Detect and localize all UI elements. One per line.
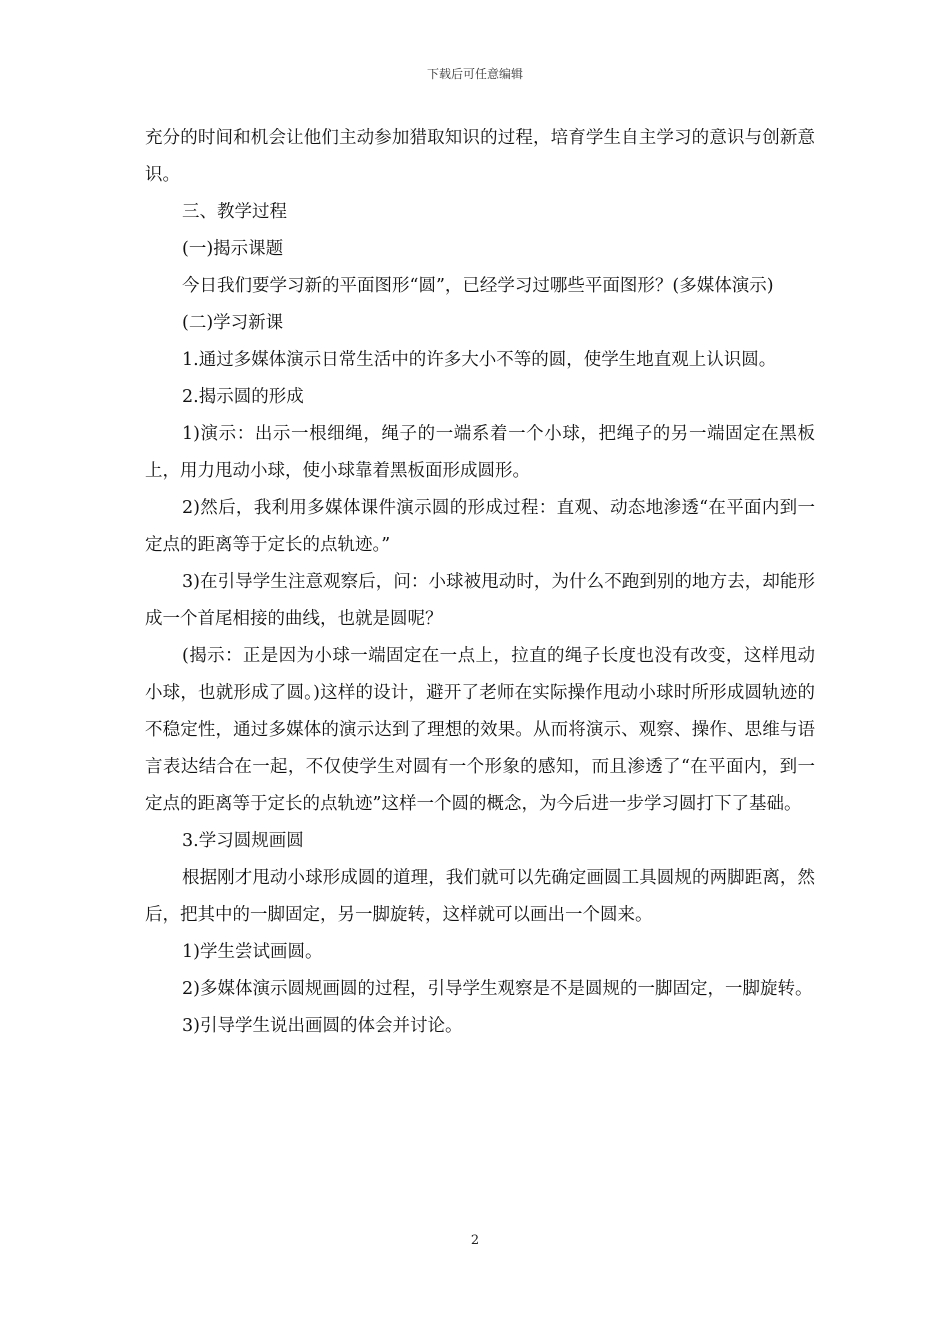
paragraph-step-3-2: 2)多媒体演示圆规画圆的过程，引导学生观察是不是圆规的一脚固定，一脚旋转。 — [182, 979, 813, 999]
paragraph-step-2-2: 2)然后，我利用多媒体课件演示圆的形成过程：直观、动态地渗透“在平面内到一定点的距离等于定长的点轨迹。” — [145, 498, 815, 555]
section-heading-teaching-process: 三、教学过程 — [182, 202, 287, 222]
paragraph-compass-principle: 根据刚才甩动小球形成圆的道理，我们就可以先确定画圆工具圆规的两脚距离，然后，把其中的一脚固定，另一脚旋转，这样就可以画出一个圆来。 — [145, 868, 815, 925]
paragraph-reveal-explanation: (揭示：正是因为小球一端固定在一点上，拉直的绳子长度也没有改变，这样甩动小球，也就形成了圆。)这样的设计，避开了老师在实际操作甩动小球时所形成圆轨迹的不稳定性，通过多媒体的演示达到了理想的效果。从而将演示、观察、操作、思维与语言表达结合在一起，不仅使学生对圆有一个形象的感知，而且渗透了“在平面内，到一定点的距离等于定长的点轨迹”这样一个圆的概念，为今后进一步学习圆打下了基础。 — [145, 646, 815, 814]
subheading-new-lesson: (二)学习新课 — [182, 313, 284, 333]
page-header: 下载后可任意编辑 — [426, 67, 523, 81]
paragraph-step-2-1: 1)演示：出示一根细绳，绳子的一端系着一个小球，把绳子的另一端固定在黑板上，用力甩动小球，使小球靠着黑板面形成圆形。 — [145, 424, 815, 481]
paragraph-step-1: 1.通过多媒体演示日常生活中的许多大小不等的圆，使学生地直观上认识圆。 — [182, 350, 777, 370]
paragraph-intro-question: 今日我们要学习新的平面图形“圆”，已经学习过哪些平面图形？(多媒体演示) — [182, 276, 774, 296]
paragraph-1: 充分的时间和机会让他们主动参加猎取知识的过程，培育学生自主学习的意识与创新意识。 — [145, 128, 815, 185]
paragraph-step-3-heading: 3.学习圆规画圆 — [182, 831, 304, 851]
subheading-reveal-topic: (一)揭示课题 — [182, 239, 284, 259]
paragraph-step-3-3: 3)引导学生说出画圆的体会并讨论。 — [182, 1016, 463, 1036]
document-body — [145, 120, 815, 1045]
paragraph-step-2-heading: 2.揭示圆的形成 — [182, 387, 304, 407]
paragraph-step-2-3: 3)在引导学生注意观察后，问：小球被甩动时，为什么不跑到别的地方去，却能形成一个首尾相接的曲线，也就是圆呢？ — [145, 572, 815, 629]
paragraph-step-3-1: 1)学生尝试画圆。 — [182, 942, 323, 962]
page-number: 2 — [470, 1233, 480, 1248]
